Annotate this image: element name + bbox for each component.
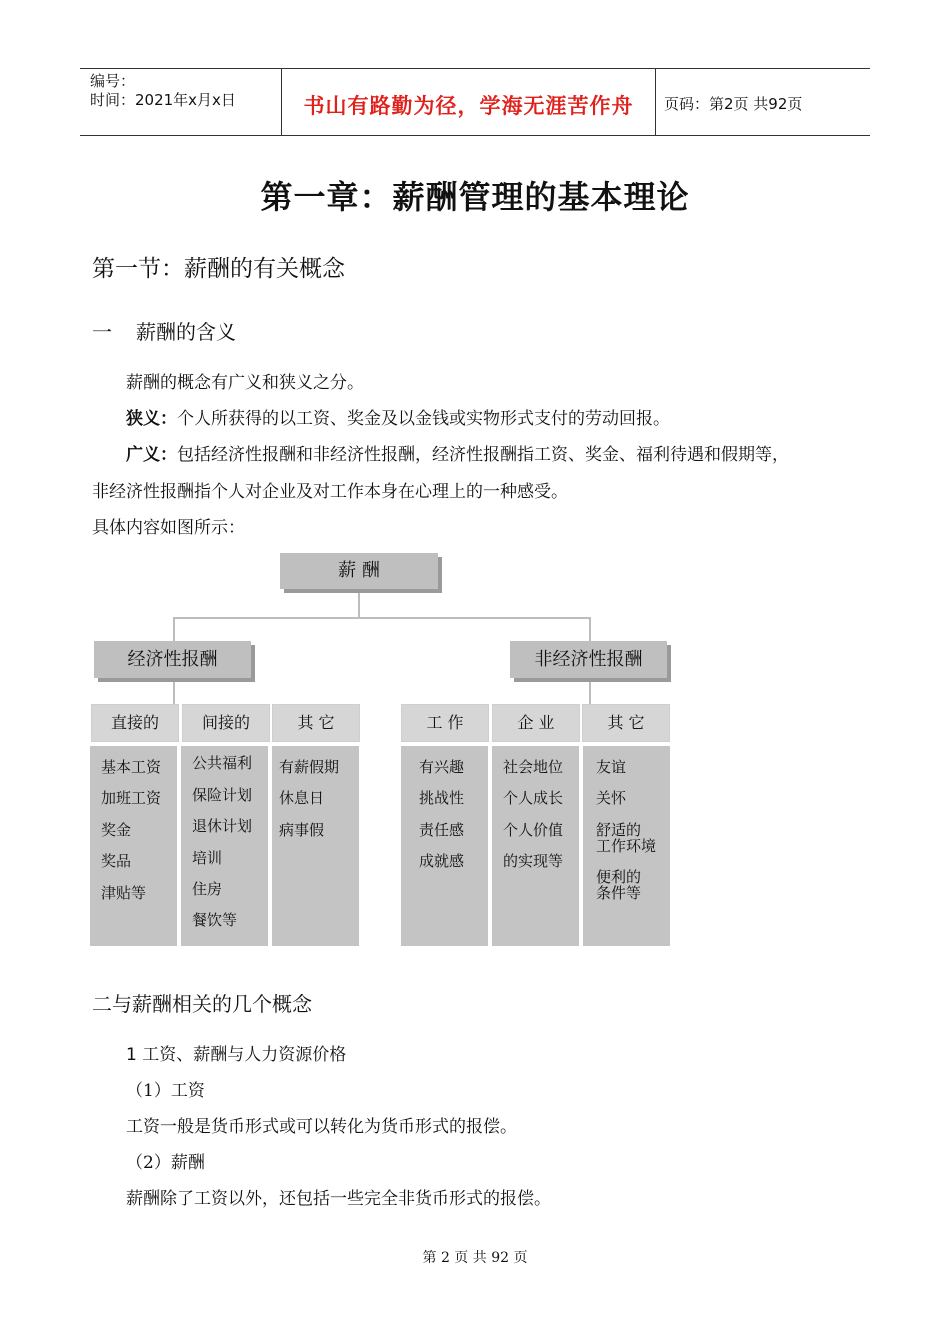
column-item: 有兴趣 — [419, 758, 465, 776]
heading-meaning: 薪酬的含义 — [136, 320, 236, 344]
header-top-rule — [80, 68, 870, 69]
column-header: 其 它 — [272, 704, 360, 742]
chapter-title: 第一章：薪酬管理的基本理论 — [260, 178, 690, 216]
column-item: 住房 — [192, 880, 223, 898]
item-label: （1）工资 — [126, 1081, 205, 1101]
connector-line — [589, 681, 591, 706]
paragraph: 工资一般是货币形式或可以转化为货币形式的报偿。 — [126, 1117, 517, 1137]
column-item: 退休计划 — [192, 817, 253, 835]
connector-line — [358, 590, 360, 618]
number-label: 编号： — [90, 72, 136, 90]
paragraph: 薪酬的概念有广义和狭义之分。 — [126, 373, 364, 393]
column-item: 餐饮等 — [192, 911, 238, 929]
column-header: 工 作 — [401, 704, 489, 742]
header-bottom-rule — [80, 135, 870, 136]
column-item: 成就感 — [419, 852, 465, 870]
column-item: 条件等 — [596, 884, 642, 902]
connector-line — [173, 679, 175, 706]
narrow-label: 狭义： — [126, 409, 177, 429]
column-items — [181, 746, 268, 946]
column-item: 休息日 — [279, 789, 325, 807]
narrow-text: 个人所获得的以工资、奖金及以金钱或实物形式支付的劳动回报。 — [177, 409, 670, 429]
column-item: 个人成长 — [503, 789, 564, 807]
column-header: 企 业 — [492, 704, 580, 742]
header-page-info: 页码：第2页 共92页 — [664, 95, 803, 113]
branch-non-economic: 非经济性报酬 — [510, 641, 667, 678]
paragraph-broad — [126, 440, 789, 465]
connector-line — [173, 617, 175, 642]
heading-number: 一 — [92, 320, 112, 344]
connector-line — [589, 617, 591, 642]
column-header: 其 它 — [582, 704, 670, 742]
connector-line — [173, 617, 591, 619]
column-item: 责任感 — [419, 821, 465, 839]
column-items — [401, 746, 488, 946]
column-item: 有薪假期 — [279, 758, 340, 776]
header-divider — [655, 68, 656, 136]
header-meta — [90, 72, 236, 110]
figure-intro: 具体内容如图所示： — [92, 518, 245, 538]
paragraph-broad-cont: 非经济性报酬指个人对企业及对工作本身在心理上的一种感受。 — [92, 482, 568, 502]
column-item: 保险计划 — [192, 786, 253, 804]
page-footer: 第 2 页 共 92 页 — [422, 1250, 528, 1266]
column-item: 工作环境 — [596, 837, 657, 855]
header-motto: 书山有路勤为径，学海无涯苦作舟 — [303, 94, 634, 118]
column-items — [90, 746, 177, 946]
section-title: 第一节：薪酬的有关概念 — [92, 256, 345, 282]
column-item: 舒适的 — [596, 821, 642, 839]
root-node: 薪 酬 — [280, 553, 438, 589]
column-item: 病事假 — [279, 821, 325, 839]
column-items — [272, 746, 359, 946]
column-item: 关怀 — [596, 789, 627, 807]
column-item: 加班工资 — [101, 789, 162, 807]
paragraph: 薪酬除了工资以外，还包括一些完全非货币形式的报偿。 — [126, 1189, 551, 1209]
column-item: 社会地位 — [503, 758, 564, 776]
heading-related-concepts: 二与薪酬相关的几个概念 — [92, 992, 312, 1016]
column-items — [583, 746, 670, 946]
column-items — [492, 746, 579, 946]
column-item: 便利的 — [596, 868, 642, 886]
column-item: 挑战性 — [419, 789, 465, 807]
branch-economic: 经济性报酬 — [94, 641, 251, 678]
time-label: 时间：2021年x月x日 — [90, 91, 236, 109]
column-item: 的实现等 — [503, 852, 564, 870]
column-item: 个人价值 — [503, 821, 564, 839]
column-header: 直接的 — [91, 704, 179, 742]
item-label: （2）薪酬 — [126, 1153, 205, 1173]
broad-label: 广义： — [126, 445, 177, 465]
paragraph-narrow — [126, 404, 670, 429]
column-item: 培训 — [192, 849, 223, 867]
column-item: 奖金 — [101, 821, 132, 839]
column-item: 奖品 — [101, 852, 132, 870]
column-item: 基本工资 — [101, 758, 162, 776]
subheading-wage: 1 工资、薪酬与人力资源价格 — [126, 1045, 347, 1065]
column-header: 间接的 — [182, 704, 270, 742]
broad-text: 包括经济性报酬和非经济性报酬，经济性报酬指工资、奖金、福利待遇和假期等， — [177, 445, 789, 465]
column-item: 津贴等 — [101, 884, 147, 902]
column-item: 公共福利 — [192, 754, 253, 772]
column-item: 友谊 — [596, 758, 627, 776]
